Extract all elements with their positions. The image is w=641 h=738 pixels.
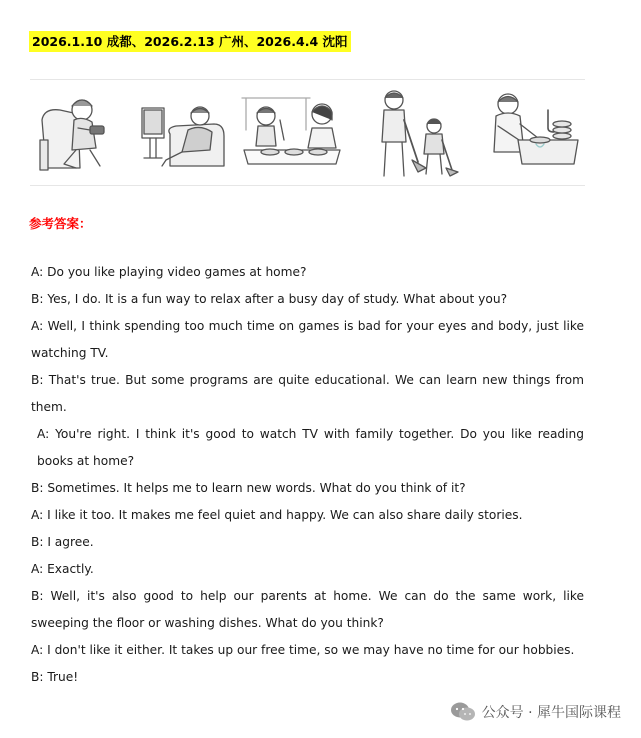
- dialogue-line: A: Do you like playing video games at home?: [31, 265, 307, 279]
- dialogue-line: B: Yes, I do. It is a fun way to relax after a busy day of study. What about you?: [31, 292, 508, 306]
- dialogue-text: [31, 259, 584, 691]
- illustration-strip: [30, 79, 585, 186]
- dialogue-line: B: True!: [31, 670, 79, 684]
- boy-washing-dishes-illustration: [494, 94, 578, 164]
- dialogue-line: A: I don't like it either. It takes up our free time, so we may have no time for our hobbies.: [31, 643, 575, 657]
- father-son-sweeping-illustration: [382, 91, 458, 176]
- wechat-icon: [450, 701, 476, 723]
- dialogue-line: A: You're right. I think it's good to watch TV with family together. Do you like reading books at home?: [37, 427, 584, 468]
- boy-watching-tv-illustration: [142, 107, 224, 166]
- reference-answer-label: 参考答案：: [29, 216, 92, 231]
- exam-dates-heading: 2026.1.10 成都、2026.2.13 广州、2026.4.4 沈阳: [29, 31, 351, 52]
- dialogue-line: B: I agree.: [31, 535, 94, 549]
- dialogue-line: B: Well, it's also good to help our parents at home. We can do the same work, like sweeping the floor or washing dishes. What do you think?: [31, 589, 584, 630]
- dialogue-line: A: Exactly.: [31, 562, 94, 576]
- dialogue-line: B: That's true. But some programs are quite educational. We can learn new things from them.: [31, 373, 584, 414]
- boy-playing-games-illustration: [40, 100, 104, 170]
- watermark-text: 公众号 · 犀牛国际课程: [481, 705, 621, 721]
- dialogue-line: B: Sometimes. It helps me to learn new words. What do you think of it?: [31, 481, 466, 495]
- wechat-watermark: [450, 701, 621, 723]
- dialogue-line: A: Well, I think spending too much time on games is bad for your eyes and body, just like watching TV.: [31, 319, 584, 360]
- dialogue-line: A: I like it too. It makes me feel quiet and happy. We can also share daily stories.: [31, 508, 523, 522]
- family-dinner-illustration: [242, 98, 340, 164]
